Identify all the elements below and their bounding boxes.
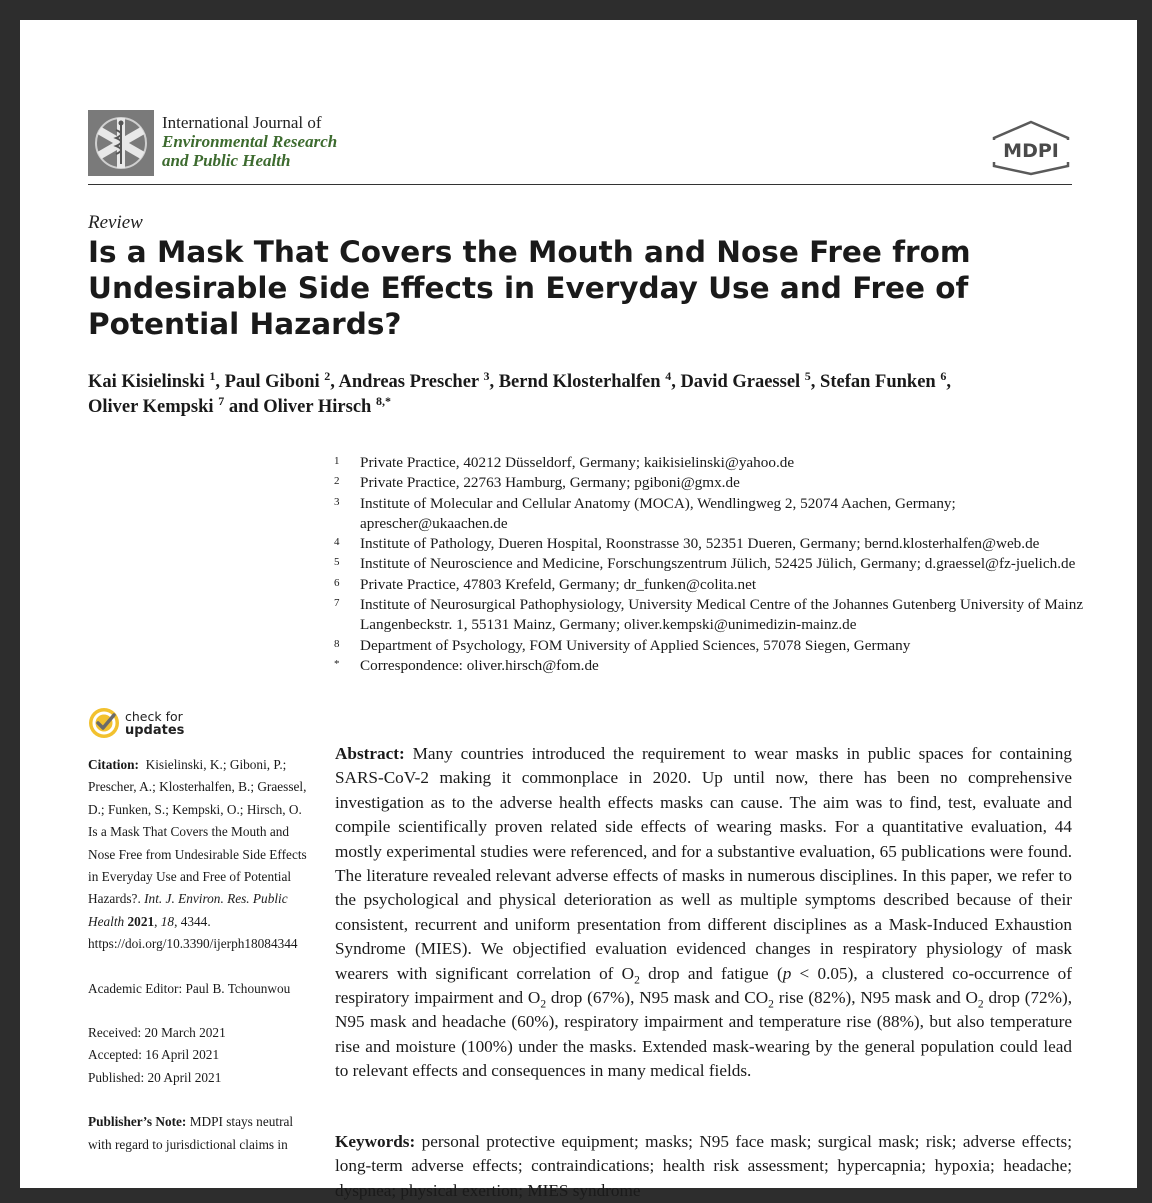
author-affiliation-mark: 8,* xyxy=(375,394,391,408)
abstract xyxy=(335,742,1072,1084)
affiliation-text: Institute of Neuroscience and Medicine, Forschungszentrum Jülich, 52425 Jülich, Germany; d.graessel@fz-juelich.de xyxy=(360,555,1076,573)
author-separator: , xyxy=(810,372,821,392)
paper-page xyxy=(20,20,1137,1200)
subscript-2: 2 xyxy=(768,998,774,1011)
mdpi-logo-text: MDPI xyxy=(1003,140,1059,162)
author-separator: , xyxy=(215,372,225,392)
affiliation-number: 1 xyxy=(334,455,340,467)
check-updates-line2: updates xyxy=(125,723,185,738)
affiliation-number: 8 xyxy=(334,637,340,650)
affiliation-item xyxy=(334,595,1084,636)
affiliation-text: Institute of Neurosurgical Pathophysiology, University Medical Centre of the Johannes Gutenberg University of Mainz Langenbeckstr. 1, 55131 Mainz, Germany; oliver.kempski@unimedizin-mainz.de xyxy=(360,596,1084,634)
affiliation-item xyxy=(334,636,1084,656)
citation-text: Kisielinski, K.; Giboni, P.; Prescher, A.; Klosterhalfen, B.; Graessel, D.; Funken, S.; Kempski, O.; Hirsch, O. Is a Mask That Covers the Mouth and Nose Free from Undesirable Side Effects in Everyday Use and Free of Potential Hazards?. xyxy=(88,757,307,907)
affiliation-text: Department of Psychology, FOM University of Applied Sciences, 57078 Siegen, Germany xyxy=(360,636,911,654)
article-type: Review xyxy=(88,212,143,233)
author-name: Stefan Funken xyxy=(820,372,936,392)
author-name: Bernd Klosterhalfen xyxy=(498,372,661,392)
published-date: Published: 20 April 2021 xyxy=(88,1069,222,1085)
check-updates-label xyxy=(125,710,184,738)
author-affiliation-mark: 1 xyxy=(209,369,216,383)
affiliation-number: 2 xyxy=(334,475,340,488)
affiliation-number: 7 xyxy=(334,597,340,610)
keywords-label: Keywords: xyxy=(335,1132,416,1151)
affiliation-item xyxy=(334,473,1084,493)
author-affiliation-mark: 2 xyxy=(324,369,331,383)
p-value-symbol: p xyxy=(782,963,792,983)
affiliation-number: 5 xyxy=(334,556,340,569)
keywords-text: personal protective equipment; masks; N95 face mask; surgical mask; risk; adverse effects; long-term adverse effects; contraindications; health risk assessment; hypercapnia; hypoxia; headache; dyspnea; physical exertion; MIES syndrome xyxy=(335,1132,1072,1200)
subscript-2: 2 xyxy=(540,998,547,1011)
affiliation-number: * xyxy=(334,657,340,670)
check-updates-line1: check for xyxy=(125,709,183,724)
author-separator: and xyxy=(224,397,264,417)
author-list xyxy=(88,370,1078,420)
academic-editor: Academic Editor: Paul B. Tchounwou xyxy=(88,980,291,996)
author-name: Andreas Prescher xyxy=(338,372,479,392)
affiliation-number: 6 xyxy=(334,576,340,589)
journal-logo xyxy=(88,110,154,176)
abstract-text-4: drop (67%), N95 mask and CO xyxy=(546,988,769,1008)
author-name: Kai Kisielinski xyxy=(88,372,205,392)
affiliation-text: Institute of Molecular and Cellular Anatomy (MOCA), Wendlingweg 2, 52074 Aachen, Germany; aprescher@ukaachen.de xyxy=(360,494,956,532)
author-name: Oliver Hirsch xyxy=(263,397,372,417)
author-affiliation-mark: 4 xyxy=(665,369,672,383)
citation-doi[interactable]: , 4344. https://doi.org/10.3390/ijerph18084344 xyxy=(88,913,298,952)
check-for-updates-badge[interactable] xyxy=(88,707,228,741)
affiliation-text: Private Practice, 47803 Krefeld, Germany; dr_funken@colita.net xyxy=(360,575,757,593)
abstract-text-1: Many countries introduced the requirement to wear masks in public spaces for containing SARS-CoV-2 making it commonplace in 2020. Up until now, there has been no comprehensive investigation as to the adverse health effects masks can cause. The aim was to find, test, evaluate and compile scientifically proven related side effects of wearing masks. For a quantitative evaluation, 44 mostly experimental studies were referenced, and for a substantive evaluation, 65 publications were found. The literature revealed relevant adverse effects of masks in numerous disciplines. In this paper, we refer to the psychological and physical deterioration as well as multiple symptoms described because of their consistent, recurrent and uniform presentation from different disciplines as a Mask-Induced Exhaustion Syndrome (MIES). We objectified evaluation evidenced changes in respiratory physiology of mask wearers with significant correlation of O xyxy=(335,744,1072,983)
affiliation-item xyxy=(334,554,1084,574)
affiliation-text: Private Practice, 40212 Düsseldorf, Germany; kaikisielinski@yahoo.de xyxy=(360,454,795,471)
abstract-label: Abstract: xyxy=(335,744,405,763)
author-separator: , xyxy=(671,372,681,392)
author-name: Paul Giboni xyxy=(224,372,320,392)
author-separator: , xyxy=(946,372,951,392)
subscript-2: 2 xyxy=(977,998,984,1011)
keywords xyxy=(335,1130,1072,1203)
affiliation-item xyxy=(334,534,1084,554)
subscript-2: 2 xyxy=(634,974,640,987)
citation-volume: 18 xyxy=(160,913,175,929)
abstract-text-3: < 0.05), a clustered co-occurrence of respiratory impairment and O xyxy=(335,963,1073,1008)
publisher-note xyxy=(88,1111,314,1156)
author-affiliation-mark: 7 xyxy=(218,394,225,408)
author-affiliation-mark: 6 xyxy=(940,369,947,383)
publisher-note-label: Publisher’s Note: xyxy=(88,1114,187,1130)
caduceus-icon xyxy=(88,110,154,176)
journal-name-line2: Environmental Research xyxy=(162,132,338,151)
journal-name xyxy=(162,113,337,170)
article-info-sidebar xyxy=(88,754,314,1156)
author-separator: , xyxy=(489,372,499,392)
author-affiliation-mark: 3 xyxy=(483,369,490,383)
affiliation-number: 3 xyxy=(334,495,340,508)
abstract-text-2: drop and fatigue ( xyxy=(639,963,783,983)
accepted-date: Accepted: 16 April 2021 xyxy=(88,1047,220,1063)
article-title: Is a Mask That Covers the Mouth and Nose Free from Undesirable Side Effects in Everyday Use and Free of Potential Hazards? xyxy=(88,235,971,341)
abstract-text-6: drop (72%), N95 mask and headache (60%), respiratory impairment and temperature rise (88%), but also temperature rise and moisture (100%) under the masks. Extended mask-wearing by the general population could lead to relevant effects and consequences in many medical fields. xyxy=(335,988,1072,1081)
affiliation-text: Correspondence: oliver.hirsch@fom.de xyxy=(360,656,599,674)
author-affiliation-mark: 5 xyxy=(804,369,811,383)
author-name: David Graessel xyxy=(680,372,801,392)
affiliation-text: Private Practice, 22763 Hamburg, Germany; pgiboni@gmx.de xyxy=(360,474,740,492)
abstract-text-5: rise (82%), N95 mask and O xyxy=(773,988,978,1008)
check-icon xyxy=(88,707,120,739)
citation-label: Citation: xyxy=(88,757,139,772)
journal-name-line1: International Journal of xyxy=(162,113,322,132)
journal-name-line3: and Public Health xyxy=(162,151,291,170)
affiliation-item xyxy=(334,575,1084,595)
affiliation-text: Institute of Pathology, Dueren Hospital, Roonstrasse 30, 52351 Dueren, Germany; bernd.klosterhalfen@web.de xyxy=(360,535,1040,553)
affiliation-number: 4 xyxy=(334,536,340,549)
citation-journal: Int. J. Environ. Res. Public Health xyxy=(88,891,288,929)
affiliation-list xyxy=(334,453,1084,676)
author-name: Oliver Kempski xyxy=(88,397,214,417)
affiliation-item xyxy=(334,494,1084,535)
affiliation-item xyxy=(334,453,1084,473)
citation-year: 2021 xyxy=(127,913,155,929)
received-date: Received: 20 March 2021 xyxy=(88,1025,226,1041)
citation-block: Citation: Kisielinski, K.; Giboni, P.; Prescher, A.; Klosterhalfen, B.; Graessel, D.; Funken, S.; Kempski, O.; Hirsch, O. Is a Mask That Covers the Mouth and Nose Free from Undesirable Side Effects in Everyday Use and Free of Potential Hazards?. Int. J. Environ. Res. Public Health 2021, 18, 4344. https://doi.org/10.3390/ijerph18084344 xyxy=(88,757,307,952)
publisher-note-text: MDPI stays neutral with regard to jurisdictional claims in xyxy=(88,1114,294,1152)
affiliation-item xyxy=(334,656,1084,676)
author-separator: , xyxy=(330,372,339,392)
header-divider xyxy=(88,184,1072,185)
mdpi-logo xyxy=(988,120,1074,176)
